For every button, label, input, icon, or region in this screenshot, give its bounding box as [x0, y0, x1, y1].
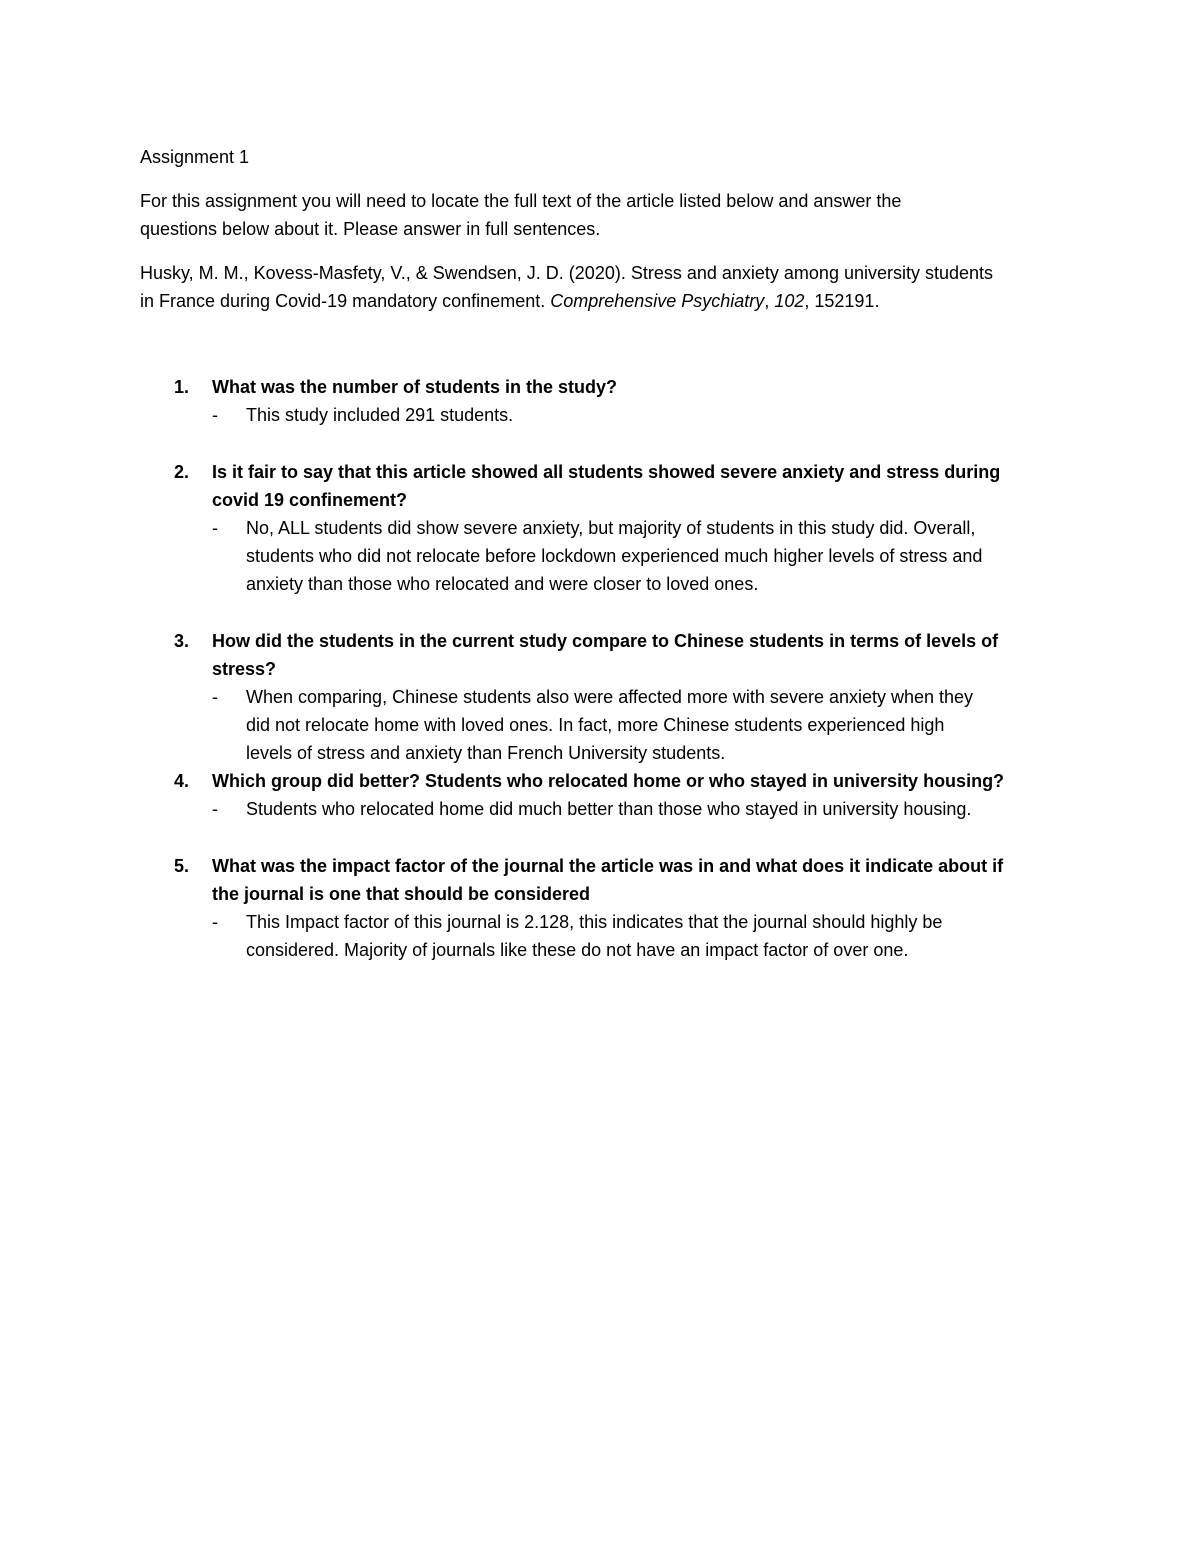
answer-text: This Impact factor of this journal is 2.128, this indicates that the journal should highly be [246, 912, 943, 932]
question-text: What was the number of students in the study? [212, 377, 618, 397]
citation-volume: 102 [774, 291, 805, 311]
answer [212, 683, 1070, 767]
answer-dash: - [212, 799, 218, 819]
answer [212, 795, 1070, 823]
answer-text: levels of stress and anxiety than French University students. [246, 743, 726, 763]
article-citation [140, 259, 1070, 315]
question-text: stress? [212, 659, 277, 679]
assignment-title: Assignment 1 [140, 147, 250, 167]
question-number: 2. [174, 462, 190, 482]
answer-text: did not relocate home with loved ones. In fact, more Chinese students experienced high [246, 715, 945, 735]
answer [212, 908, 1070, 964]
answer-text: No, ALL students did show severe anxiety, but majority of students in this study did. Overall, [246, 518, 976, 538]
question-list [140, 373, 1070, 964]
intro-line: For this assignment you will need to locate the full text of the article listed below and answer the [140, 191, 902, 211]
answer-text: This study included 291 students. [246, 405, 514, 425]
question-text: covid 19 confinement? [212, 490, 408, 510]
intro-paragraph [140, 187, 1070, 243]
answer [212, 514, 1070, 598]
answer-text: Students who relocated home did much better than those who stayed in university housing. [246, 799, 972, 819]
question-text: What was the impact factor of the journal the article was in and what does it indicate about if [212, 856, 1004, 876]
question-text: Is it fair to say that this article showed all students showed severe anxiety and stress during [212, 462, 1001, 482]
question-text: Which group did better? Students who relocated home or who stayed in university housing? [212, 771, 1005, 791]
answer [212, 401, 1070, 429]
question-number: 3. [174, 631, 190, 651]
answer-dash: - [212, 687, 218, 707]
question-text: the journal is one that should be considered [212, 884, 591, 904]
citation-pages: , 152191. [804, 291, 880, 311]
answer-dash: - [212, 405, 218, 425]
question-text: How did the students in the current study compare to Chinese students in terms of levels of [212, 631, 999, 651]
answer-text: students who did not relocate before lockdown experienced much higher levels of stress and [246, 546, 983, 566]
question-number: 1. [174, 377, 190, 397]
question-item-5 [140, 852, 1070, 964]
citation-title-part: in France during Covid-19 mandatory confinement. [140, 291, 551, 311]
answer-text: anxiety than those who relocated and were closer to loved ones. [246, 574, 759, 594]
answer-text: considered. Majority of journals like these do not have an impact factor of over one. [246, 940, 909, 960]
citation-line [140, 287, 1070, 315]
question-item-1 [140, 373, 1070, 429]
citation-line: Husky, M. M., Kovess-Masfety, V., & Swendsen, J. D. (2020). Stress and anxiety among university students [140, 263, 994, 283]
question-item-4 [140, 767, 1070, 823]
question-number: 5. [174, 856, 190, 876]
answer-dash: - [212, 518, 218, 538]
answer-text: When comparing, Chinese students also were affected more with severe anxiety when they [246, 687, 974, 707]
document-content [140, 143, 1070, 993]
citation-separator: , [764, 291, 775, 311]
question-number: 4. [174, 771, 190, 791]
question-item-3 [140, 627, 1070, 767]
answer-dash: - [212, 912, 218, 932]
question-item-2 [140, 458, 1070, 598]
citation-journal: Comprehensive Psychiatry [550, 291, 765, 311]
intro-line: questions below about it. Please answer in full sentences. [140, 219, 601, 239]
